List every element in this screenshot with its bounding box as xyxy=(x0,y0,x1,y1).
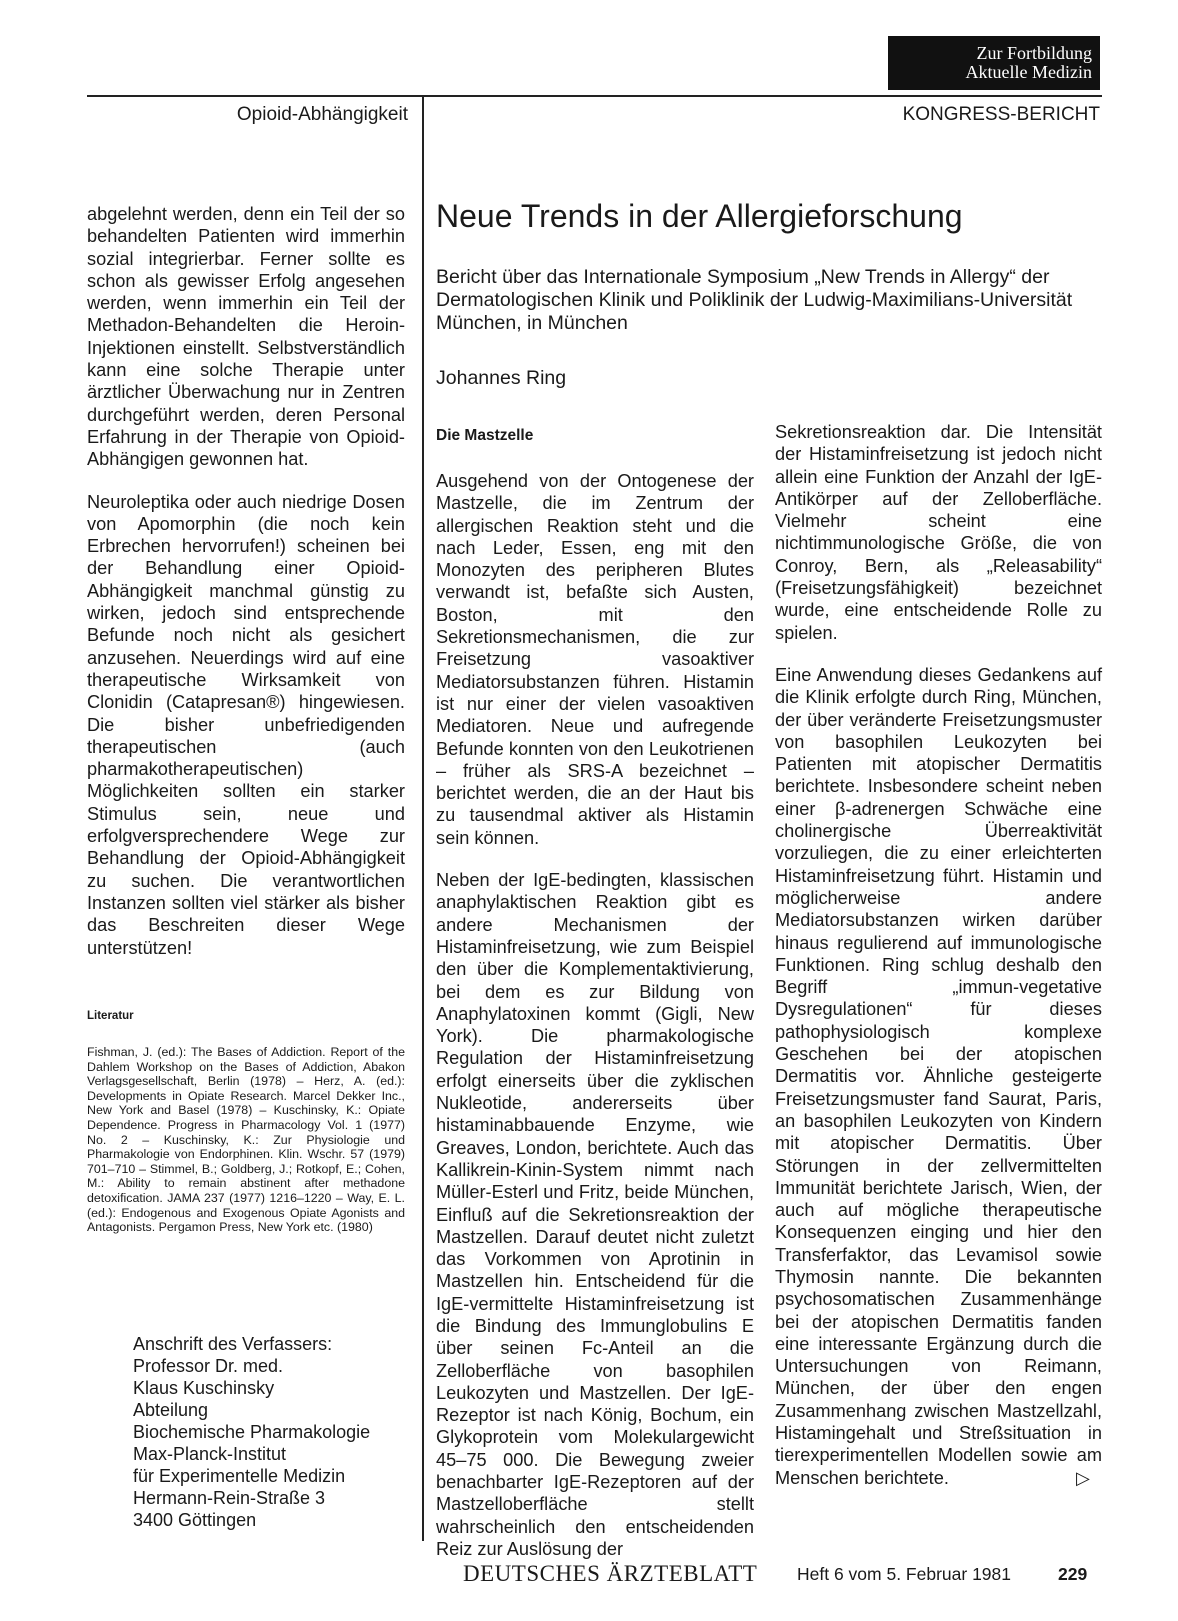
badge-line-1: Zur Fortbildung xyxy=(976,43,1092,63)
footer-journal-name: DEUTSCHES ÄRZTEBLATT xyxy=(463,1561,758,1586)
right-column xyxy=(775,421,1102,1509)
badge-line-2: Aktuelle Medizin xyxy=(965,62,1092,82)
left-column xyxy=(87,203,405,979)
middle-paragraph-1: Ausgehend von der Ontogenese der Mastzelle, die im Zentrum der allergischen Reaktion steht und die nach Leder, Essen, eng mit den Monozyten des peripheren Blutes verwandt ist, befaßte sich Austen, Boston, mit den Sekretionsmechanismen, die zur Freisetzung vasoaktiver Mediatorsubstanzen führen. Histamin ist nur einer der vielen vasoaktiven Mediatoren. Neue und aufregende Befunde konnten von den Leukotrienen – früher als SRS-A bezeichnet – berichtet werden, die an der Haut bis zu tausendmal aktiver als Histamin sein können. xyxy=(436,471,754,848)
author-address xyxy=(133,1333,413,1531)
address-line: 3400 Göttingen xyxy=(133,1510,257,1530)
column-divider xyxy=(422,95,424,1541)
continue-arrow-icon: ▷ xyxy=(1076,1467,1090,1488)
section-heading-mastzelle: Die Mastzelle xyxy=(436,427,534,444)
left-paragraph-1: abgelehnt werden, denn ein Teil der so behandelten Patienten wird immerhin sozial integrierbar. Ferner sollte es schon als gewisser Erfolg angesehen werden, wenn immerhin ein Teil der Methadon-Behandelten die Heroin-Injektionen einstellt. Selbstverständlich kann eine solche Therapie unter ärztlicher Überwachung nur in Zentren durchgeführt werden, deren Personal Erfahrung in der Therapie von Opioid-Abhängigen gewonnen hat. xyxy=(87,204,405,470)
section-label-right: KONGRESS-BERICHT xyxy=(902,104,1100,125)
section-label-left: Opioid-Abhängigkeit xyxy=(236,104,408,125)
middle-paragraph-2: Neben der IgE-bedingten, klassischen anaphylaktischen Reaktion gibt es andere Mechanismen der Histaminfreisetzung, wie zum Beispiel den über die Komplementaktivierung, bei dem es zur Bildung von Anaphylatoxinen kommt (Gigli, New York). Die pharmakologische Regulation der Histaminfreisetzung erfolgt einerseits über die zyklischen Nukleotide, andererseits über histaminabbauende Enzyme, wie Greaves, London, berichtete. Auch das Kallikrein-Kinin-System nimmt nach Müller-Esterl und Fritz, beide München, Einfluß auf die Sekretionsreaktion der Mastzellen. Darauf deutet nicht zuletzt das Vorkommen von Aprotinin in Mastzellen hin. Entscheidend für die IgE-vermittelte Histaminfreisetzung ist die Bindung des Immunglobulins E über seinen Fc-Anteil an die Zelloberfläche von basophilen Leukozyten und Mastzellen. Der IgE-Rezeptor ist nach König, Bochum, ein Glykoprotein vom Molekulargewicht 45–75 000. Die Bewegung zweier benachbarter IgE-Rezeptoren auf der Mastzelloberfläche stellt wahrscheinlich den entscheidenden Reiz zur Auslösung der xyxy=(436,870,754,1559)
address-line: Klaus Kuschinsky xyxy=(133,1378,275,1398)
article-title: Neue Trends in der Allergieforschung xyxy=(436,198,963,234)
address-line: Professor Dr. med. xyxy=(133,1356,284,1376)
right-paragraph-2-text: Eine Anwendung dieses Gedankens auf die Klinik erfolgte durch Ring, München, der über veränderte Freisetzungsmuster von basophilen Leukozyten bei Patienten mit atopischer Dermatitis berichtete. Insbesondere scheint neben einer β-adrenergen Schwäche eine cholinergische Überreaktivität vorzuliegen, die zu einer erleichterten Histaminfreisetzung führt. Histamin und möglicherweise andere Mediatorsubstanzen wirken darüber hinaus regulierend auf immunologische Funktionen. Ring schlug deshalb den Begriff „immun-vegetative Dysregulationen“ für dieses pathophysiologisch komplexe Geschehen bei der atopischen Dermatitis vor. Ähnliche gesteigerte Freisetzungsmuster fand Saurat, Paris, an basophilen Leukozyten von Kindern mit atopischer Dermatitis. Über Störungen in der zellvermittelten Immunität berichtete Jarisch, Wien, der auch auf mögliche therapeutische Konsequenzen einging und hier den Transferfaktor, das Levamisol sowie Thymosin nannte. Die bekannten psychosomatischen Zusammenhänge bei der atopischen Dermatitis fanden eine interessante Ergänzung durch die Untersuchungen von Reimann, München, der über den engen Zusammenhang zwischen Mastzellzahl, Histamingehalt und Streßsituation in tierexperimentellen Modellen sowie am Menschen berichtete. xyxy=(775,664,1102,1488)
article-author: Johannes Ring xyxy=(436,367,567,389)
middle-column xyxy=(436,470,754,1580)
address-line: Anschrift des Verfassers: xyxy=(133,1334,333,1354)
right-paragraph-2 xyxy=(775,664,1102,1489)
footer-issue: Heft 6 vom 5. Februar 1981 xyxy=(797,1564,1011,1584)
header-rule xyxy=(87,95,1102,97)
literature-heading: Literatur xyxy=(87,1010,134,1022)
fortbildung-badge xyxy=(888,36,1100,90)
address-line: für Experimentelle Medizin xyxy=(133,1466,346,1486)
page-number: 229 xyxy=(1058,1564,1088,1584)
literature-references: Fishman, J. (ed.): The Bases of Addiction. Report of the Dahlem Workshop on the Bases of Addiction, Abakon Verlagsgesellschaft, Berlin (1978) – Herz, A. (ed.): Developments in Opiate Research. Marcel Dekker Inc., New York and Basel (1978) – Kuschinsky, K.: Opiate Dependence. Progress in Pharmacology Vol. 1 (1977) No. 2 – Kuschinsky, K.: Zur Physiologie und Pharmakologie von Endorphinen. Klin. Wschr. 57 (1979) 701–710 – Stimmel, B.; Goldberg, J.; Rotkopf, E.; Cohen, M.: Ability to remain abstinent after methadone detoxification. JAMA 237 (1977) 1216–1220 – Way, E. L. (ed.): Endogenous and Exogenous Opiate Agonists and Antagonists. Pergamon Press, New York etc. (1980) xyxy=(87,1045,405,1235)
article-subtitle: Bericht über das Internationale Symposium „New Trends in Allergy“ der Dermatologischen Klinik und Poliklinik der Ludwig-Maximilians-Universität München, in München xyxy=(436,266,1073,334)
left-paragraph-2: Neuroleptika oder auch niedrige Dosen von Apomorphin (die noch kein Erbrechen hervorrufen!) scheinen bei der Behandlung einer Opioid-Abhängigkeit manchmal günstig zu wirken, jedoch sind entsprechende Befunde noch nicht als gesichert anzusehen. Neuerdings wird auf eine therapeutische Wirksamkeit von Clonidin (Catapresan®) hingewiesen. Die bisher unbefriedigenden therapeutischen (auch pharmakotherapeutischen) Möglichkeiten sollten ein starker Stimulus sein, neue und erfolgversprechendere Wege zur Behandlung der Opioid-Abhängigkeit zu suchen. Die verantwortlichen Instanzen sollten viel stärker als bisher das Beschreiten dieser Wege unterstützen! xyxy=(87,491,405,958)
address-line: Abteilung xyxy=(133,1400,209,1420)
address-line: Hermann-Rein-Straße 3 xyxy=(133,1488,326,1508)
address-line: Max-Planck-Institut xyxy=(133,1444,287,1464)
right-paragraph-1: Sekretionsreaktion dar. Die Intensität der Histaminfreisetzung ist jedoch nicht allein eine Funktion der Anzahl der IgE-Antikörper auf der Zelloberfläche. Vielmehr scheint eine nichtimmunologische Größe, die von Conroy, Bern, als „Releasability“ (Freisetzungsfähigkeit) bezeichnet wurde, eine entscheidende Rolle zu spielen. xyxy=(775,422,1102,643)
address-line: Biochemische Pharmakologie xyxy=(133,1422,371,1442)
